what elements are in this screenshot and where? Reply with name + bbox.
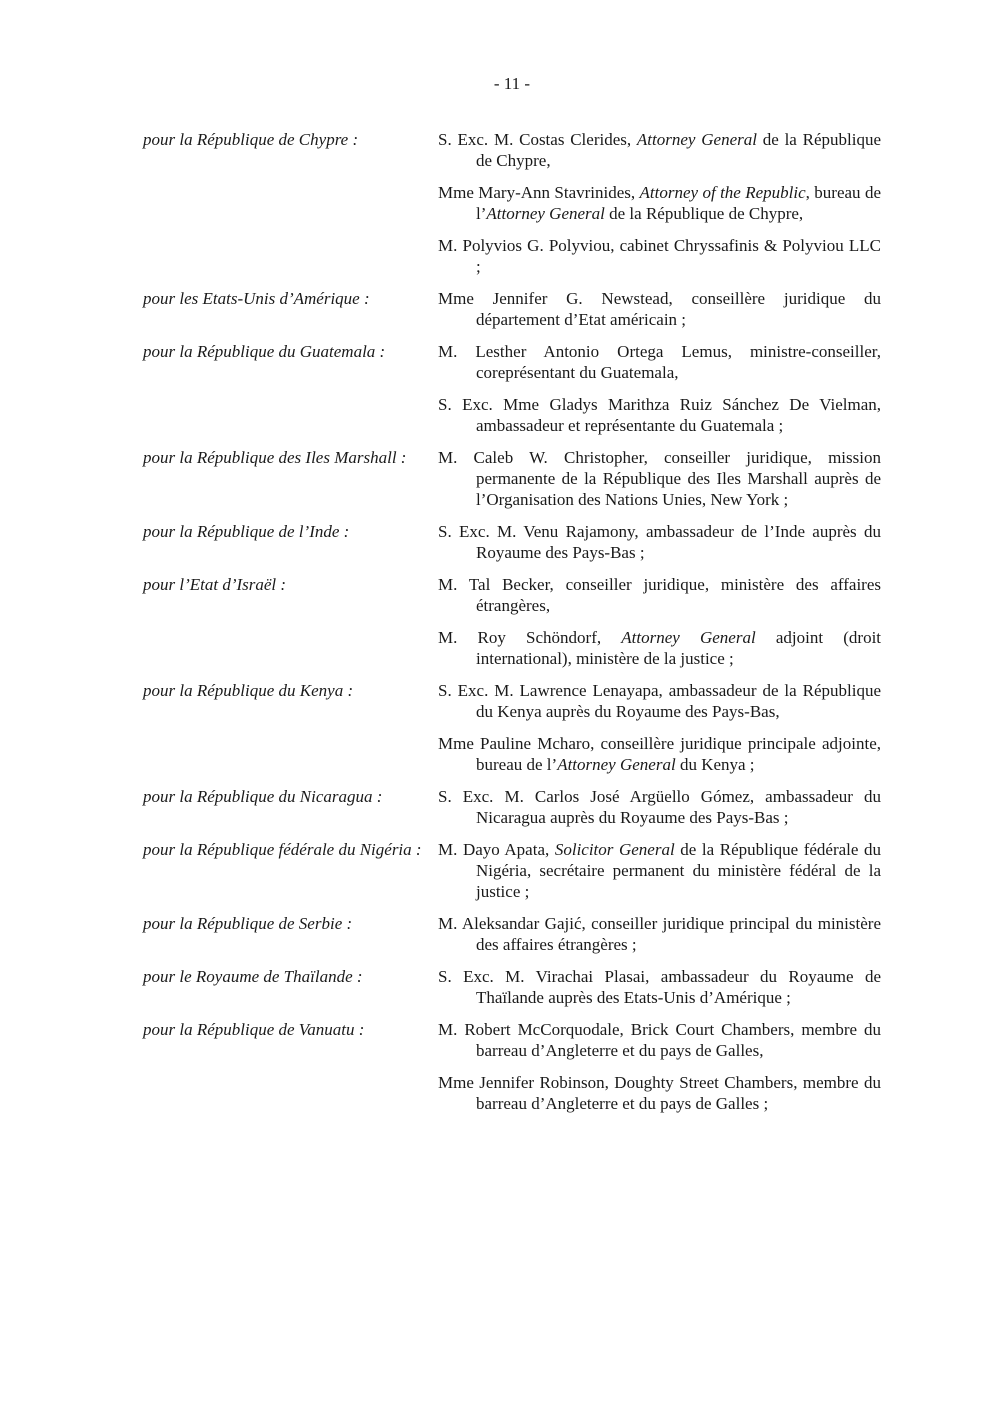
- representative-entry: M. Dayo Apata, Solicitor General de la République fédérale du Nigéria, secrétaire permanent du ministère fédéral de la justice ;: [438, 840, 882, 901]
- country-label: pour la République des Iles Marshall :: [143, 448, 407, 467]
- representatives: [438, 966, 881, 1008]
- delegation-group: [143, 129, 881, 277]
- delegation-group: [143, 341, 881, 436]
- representative-entry: M. Tal Becker, conseiller juridique, ministère des affaires étrangères,: [438, 575, 881, 615]
- representative-entry: Mme Mary-Ann Stavrinides, Attorney of the Republic, bureau de l’Attorney General de la République de Chypre,: [438, 183, 881, 223]
- representatives: [438, 447, 881, 510]
- country-label: pour la République de Serbie :: [143, 914, 353, 933]
- country-label: pour le Royaume de Thaïlande :: [143, 967, 363, 986]
- delegation-list: [143, 129, 881, 1114]
- country-label: pour la République de Vanuatu :: [143, 1020, 365, 1039]
- representative-entry: S. Exc. M. Lawrence Lenayapa, ambassadeur de la République du Kenya auprès du Royaume des Pays-Bas,: [438, 681, 881, 721]
- representative-entry: S. Exc. M. Virachai Plasai, ambassadeur du Royaume de Thaïlande auprès des Etats-Unis d’Amérique ;: [438, 967, 881, 1007]
- country-label: pour la République fédérale du Nigéria :: [143, 840, 422, 859]
- country-label: pour la République du Nicaragua :: [143, 787, 383, 806]
- country-label: pour la République de l’Inde :: [143, 522, 350, 541]
- representatives: [438, 786, 881, 828]
- representative-entry: M. Lesther Antonio Ortega Lemus, ministre-conseiller, coreprésentant du Guatemala,: [438, 342, 881, 382]
- delegation-group: [143, 966, 881, 1008]
- representative-entry: Mme Jennifer Robinson, Doughty Street Chambers, membre du barreau d’Angleterre et du pays de Galles ;: [438, 1073, 881, 1113]
- delegation-group: [143, 574, 881, 669]
- delegation-group: [143, 680, 881, 775]
- delegation-group: [143, 839, 881, 902]
- representatives: [438, 521, 881, 563]
- country-label: pour la République de Chypre :: [143, 130, 359, 149]
- representatives: [438, 574, 881, 669]
- page-number: - 11 -: [493, 74, 531, 93]
- representative-entry: S. Exc. M. Carlos José Argüello Gómez, ambassadeur du Nicaragua auprès du Royaume des Pays-Bas ;: [438, 787, 881, 827]
- representatives: [438, 129, 881, 277]
- country-label: pour les Etats-Unis d’Amérique :: [143, 289, 370, 308]
- delegation-group: [143, 786, 881, 828]
- representative-entry: S. Exc. Mme Gladys Marithza Ruiz Sánchez De Vielman, ambassadeur et représentante du Guatemala ;: [438, 395, 881, 435]
- country-label: pour la République du Guatemala :: [143, 342, 386, 361]
- representative-entry: Mme Pauline Mcharo, conseillère juridique principale adjointe, bureau de l’Attorney General du Kenya ;: [438, 734, 881, 774]
- representative-entry: Mme Jennifer G. Newstead, conseillère juridique du département d’Etat américain ;: [438, 289, 881, 329]
- country-label: pour la République du Kenya :: [143, 681, 354, 700]
- representatives: [438, 1019, 881, 1114]
- representatives: [438, 288, 881, 330]
- representative-entry: M. Robert McCorquodale, Brick Court Chambers, membre du barreau d’Angleterre et du pays de Galles,: [438, 1020, 881, 1060]
- delegation-group: [143, 447, 881, 510]
- representatives: [438, 341, 881, 436]
- delegation-group: [143, 1019, 881, 1114]
- representatives: [438, 913, 881, 955]
- representatives: [438, 839, 881, 902]
- representative-entry: S. Exc. M. Venu Rajamony, ambassadeur de l’Inde auprès du Royaume des Pays-Bas ;: [438, 522, 881, 562]
- representative-entry: M. Caleb W. Christopher, conseiller juridique, mission permanente de la République des Iles Marshall auprès de l’Organisation des Nations Unies, New York ;: [438, 448, 881, 509]
- delegation-group: [143, 913, 881, 955]
- representative-entry: M. Polyvios G. Polyviou, cabinet Chryssafinis & Polyviou LLC ;: [438, 236, 881, 276]
- delegation-group: [143, 521, 881, 563]
- delegation-group: [143, 288, 881, 330]
- representative-entry: S. Exc. M. Costas Clerides, Attorney General de la République de Chypre,: [438, 130, 881, 170]
- representative-entry: M. Aleksandar Gajić, conseiller juridique principal du ministère des affaires étrangères ;: [438, 914, 881, 954]
- representatives: [438, 680, 881, 775]
- representative-entry: M. Roy Schöndorf, Attorney General adjoint (droit international), ministère de la justice ;: [438, 628, 882, 668]
- country-label: pour l’Etat d’Israël :: [143, 575, 287, 594]
